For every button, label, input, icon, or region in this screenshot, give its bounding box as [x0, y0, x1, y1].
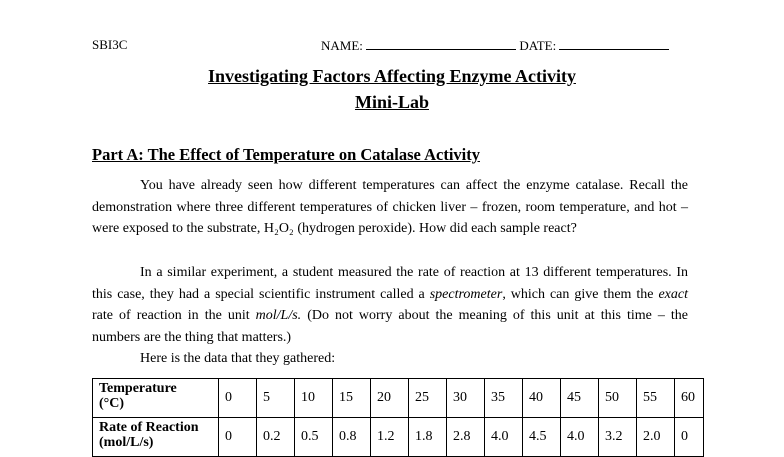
data-table — [92, 378, 704, 457]
rate-cell: 0 — [219, 418, 257, 457]
name-field[interactable] — [321, 37, 669, 54]
paragraph-3 — [92, 348, 688, 370]
paragraph-1 — [92, 175, 688, 240]
rate-cell: 4.0 — [485, 418, 523, 457]
temperature-cell: 55 — [637, 379, 675, 418]
part-a-heading: Part A: The Effect of Temperature on Catalase Activity — [92, 145, 480, 164]
page-title: Investigating Factors Affecting Enzyme Activity — [208, 66, 576, 86]
rate-cell: 4.5 — [523, 418, 561, 457]
name-blank[interactable] — [366, 37, 516, 50]
rate-cell: 1.8 — [409, 418, 447, 457]
rate-cell: 4.0 — [561, 418, 599, 457]
rate-cell: 1.2 — [371, 418, 409, 457]
rate-cell: 2.0 — [637, 418, 675, 457]
temperature-label: Temperature (°C) — [93, 379, 219, 418]
temperature-cell: 50 — [599, 379, 637, 418]
temperature-cell: 20 — [371, 379, 409, 418]
temperature-cell: 15 — [333, 379, 371, 418]
temperature-cell: 5 — [257, 379, 295, 418]
p2-em2: exact — [658, 286, 688, 302]
temperature-cell: 0 — [219, 379, 257, 418]
temperature-cell: 25 — [409, 379, 447, 418]
rate-cell: 3.2 — [599, 418, 637, 457]
rate-label: Rate of Reaction (mol/L/s) — [93, 418, 219, 457]
p2-d: (Do not worry about the meaning of this unit at this time – the numbers are the thing that matters.) — [92, 308, 689, 345]
p2-a: In a similar experiment, a student measured the rate of reaction at 13 different temperatures. In this case, they had a special scientific instrument called a — [92, 265, 688, 302]
paragraph-1-text: You have already seen how different temperatures can affect the enzyme catalase. Recall the demonstration where three different temperatures of chicken liver – frozen, room temperature, and hot – were exposed to the substrate, H₂O₂ (hydrogen peroxide). How did each sample react? — [92, 178, 688, 236]
temperature-cell: 40 — [523, 379, 561, 418]
paragraph-3-text: Here is the data that they gathered: — [140, 351, 336, 366]
temperature-cell: 35 — [485, 379, 523, 418]
course-code: SBI3C — [92, 37, 128, 52]
temperature-cell: 30 — [447, 379, 485, 418]
date-blank[interactable] — [559, 37, 669, 50]
rate-cell: 0.8 — [333, 418, 371, 457]
temperature-row — [93, 379, 704, 418]
rate-cell: 2.8 — [447, 418, 485, 457]
temperature-cell: 45 — [561, 379, 599, 418]
temperature-cell: 10 — [295, 379, 333, 418]
name-label: NAME: — [321, 38, 363, 53]
paragraph-2 — [92, 262, 688, 348]
rate-row — [93, 418, 704, 457]
rate-cell: 0.5 — [295, 418, 333, 457]
rate-cell: 0.2 — [257, 418, 295, 457]
p2-c: rate of reaction in the unit — [92, 308, 256, 323]
p2-em3: mol/L/s. — [255, 308, 302, 323]
p2-em1: spectrometer — [429, 286, 503, 302]
rate-cell: 0 — [675, 418, 704, 457]
page-subtitle: Mini-Lab — [354, 92, 429, 112]
temperature-cell: 60 — [675, 379, 704, 418]
date-label: DATE: — [519, 38, 557, 53]
p2-b: , which can give them the — [502, 286, 659, 302]
